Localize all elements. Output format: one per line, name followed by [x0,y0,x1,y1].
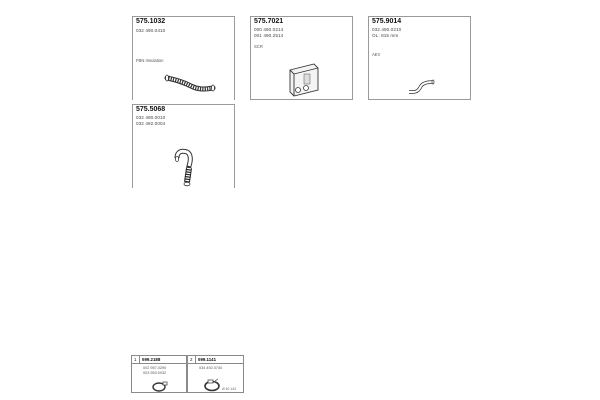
hardware-part-number: 599.1141 [198,357,217,362]
card-top-rule [133,104,234,105]
part-number: 575.9014 [372,18,402,25]
part-number: 575.5068 [136,106,166,113]
bent-tailpipe-icon [405,78,437,98]
part-card-575-1032[interactable] [132,16,235,100]
header-divider [195,356,196,363]
hardware-reference: 003 953.0032 [143,371,167,375]
dimension-note: Ø 40 143 [222,387,236,391]
part-card-575-5068[interactable] [132,104,235,188]
elbow-flex-pipe-icon [173,144,203,190]
part-card-575-7021[interactable] [250,16,353,100]
part-card-575-9014[interactable] [368,16,471,100]
oem-reference: 032 490.0010 [136,115,166,120]
oem-reference: 032.490.0210 [372,27,402,32]
oem-reference: 032 490.0410 [136,28,166,33]
part-note: SCR [254,44,263,49]
card-bottom-rule [251,99,352,100]
hardware-index: 2 [190,357,193,362]
header-divider [139,356,140,363]
hardware-cell-599-1141[interactable] [187,355,244,393]
hardware-index: 1 [134,357,137,362]
oem-reference: 000 490.0214 [254,27,284,32]
card-top-rule [133,16,234,17]
scr-silencer-icon [284,60,324,98]
part-note: AEV [372,52,381,57]
hardware-reference: 002 957.0290 [143,366,167,370]
card-top-rule [251,16,352,17]
flexible-pipe-icon [161,66,221,96]
hardware-cell-599-2188[interactable] [131,355,187,393]
band-clamp-icon [202,378,222,392]
part-note: FBN Insulation [136,58,164,63]
oem-reference: 032 492.0004 [136,121,166,126]
card-bottom-rule [369,99,470,100]
card-top-rule [369,16,470,17]
part-number: 575.1032 [136,18,166,25]
hardware-part-number: 599.2188 [142,357,161,362]
hardware-reference: 034 492.0740 [199,366,223,370]
clamp-icon [150,379,170,393]
oem-reference: 001 490.2514 [254,33,284,38]
part-number: 575.7021 [254,18,284,25]
length-spec: OL: 815 mm [372,33,399,38]
